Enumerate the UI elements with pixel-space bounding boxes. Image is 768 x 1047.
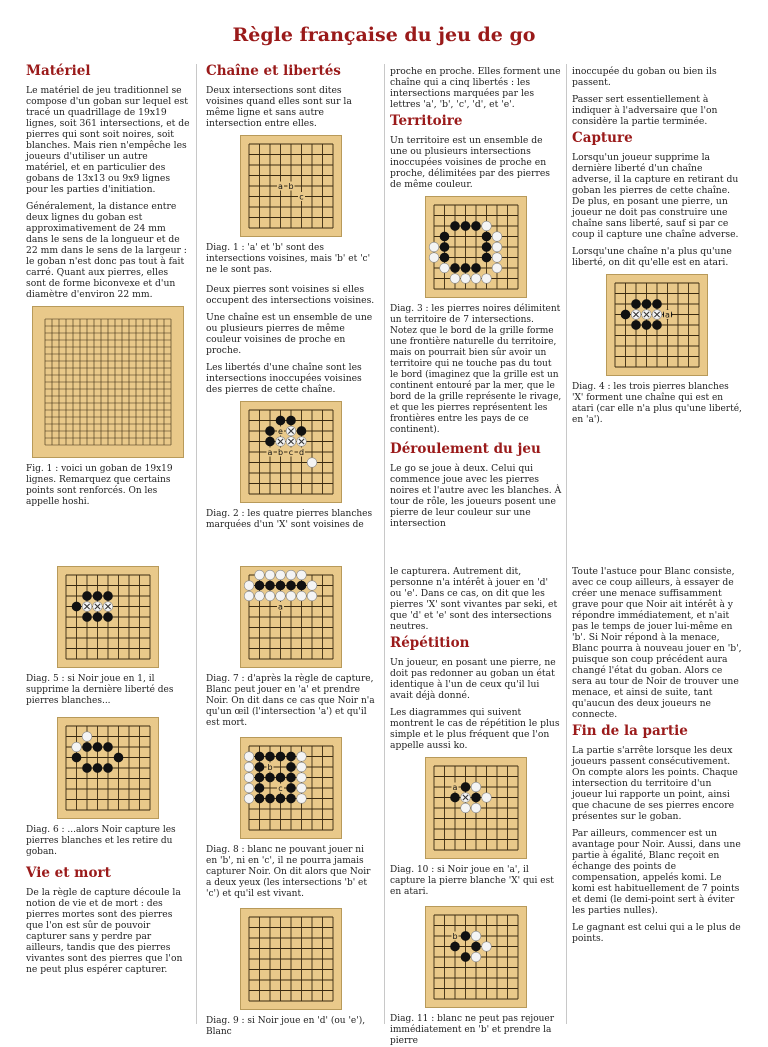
black-stone	[265, 426, 275, 436]
black-stone	[82, 612, 92, 622]
point-label: a	[452, 783, 458, 792]
black-stone	[471, 942, 481, 952]
white-stone	[492, 232, 502, 242]
black-stone	[255, 783, 265, 793]
point-label: a	[267, 448, 273, 457]
black-stone	[286, 752, 296, 762]
diagram-2-board	[240, 401, 342, 503]
diagram-caption: Diag. 7 : d'après la règle de capture, Blanc peut jouer en 'a' et prendre Noir. On dit dans ce cas que Noir n'a qu'un œil (l'intersection 'a') et qu'il est mort.	[206, 674, 375, 728]
black-stone	[93, 742, 103, 752]
column-3	[390, 66, 562, 535]
white-stone	[244, 794, 254, 804]
page-title: Règle française du jeu de go	[232, 24, 536, 46]
paragraph: Les libertés d'une chaîne sont les intersections inoccupées voisines des pierres de cette chaîne.	[206, 362, 362, 395]
white-stone	[297, 794, 307, 804]
paragraph: Toute l'astuce pour Blanc consiste, avec ce coup ailleurs, à essayer de créer une menace suffisamment grave pour que Noir ait intérêt à y répondre immédiatement, et n'ait pas le temps de jouer lui-même en 'b'. Si Noir répond à la menace, Blanc pourra à nouveau jouer en 'b', puisque son coup précédent aura changé l'état du goban. Alors ce sera au tour de Noir de trouver une menace, et ainsi de suite, tant qu'aucun des deux joueurs ne connecte.	[572, 566, 742, 720]
black-stone	[471, 793, 481, 803]
white-stone	[461, 274, 471, 284]
white-stone	[244, 783, 254, 793]
white-stone	[276, 570, 286, 580]
black-stone	[286, 773, 296, 783]
diagram-caption: Diag. 8 : blanc ne pouvant jouer ni en 'b', ni en 'c', il ne pourra jamais capturer Noir. On dit alors que Noir a deux yeux (les intersections 'b' et 'c') et qu'il est vivant.	[206, 845, 371, 899]
white-stone	[82, 732, 92, 742]
black-stone	[265, 437, 275, 447]
white-stone	[429, 253, 439, 263]
diagram-3-board	[425, 196, 527, 298]
black-stone	[440, 242, 450, 252]
paragraph: Un joueur, en posant une pierre, ne doit pas redonner au goban un état identique à l'un de ceux qu'il lui avait déjà donné.	[390, 657, 556, 701]
white-stone	[265, 591, 275, 601]
column-1-lower	[26, 566, 190, 981]
diagram-11-board	[425, 906, 527, 1008]
white-stone	[471, 782, 481, 792]
black-stone	[276, 416, 286, 426]
white-stone	[471, 803, 481, 813]
column-3-lower	[390, 566, 562, 1047]
diagram-caption: Diag. 1 : 'a' et 'b' sont des intersections voisines, mais 'b' et 'c' ne le sont pas.	[206, 243, 371, 275]
white-stone	[265, 570, 275, 580]
black-stone	[450, 942, 460, 952]
point-label: c	[288, 448, 294, 457]
paragraph: Par ailleurs, commencer est un avantage pour Noir. Aussi, dans une partie à égalité, Blanc reçoit en échange des points de compensation, appelés komi. Le komi est habituellement de 7 points et demi (le demi-point sert à éviter les parties nulles).	[572, 828, 741, 916]
column-divider	[384, 64, 385, 1024]
black-stone	[286, 762, 296, 772]
point-label: a	[278, 182, 283, 191]
black-stone	[255, 794, 265, 804]
white-stone	[297, 591, 307, 601]
paragraph: Lorsqu'une chaîne n'a plus qu'une liberté, on dit qu'elle est en atari.	[572, 246, 732, 268]
white-stone	[244, 752, 254, 762]
white-stone	[297, 773, 307, 783]
paragraph: La partie s'arrête lorsque les deux joueurs passent consécutivement. On compte alors les points. Chaque intersection du territoire d'un joueur lui rapporte un point, ainsi que chacune de ses pierres encore présentes sur le goban.	[572, 745, 738, 822]
white-stone	[492, 253, 502, 263]
black-stone	[265, 773, 275, 783]
black-stone	[103, 612, 113, 622]
black-stone	[255, 752, 265, 762]
heading-materiel: Matériel	[26, 63, 91, 79]
black-stone	[82, 763, 92, 773]
paragraph: Le gagnant est celui qui a le plus de points.	[572, 922, 741, 944]
white-stone	[461, 803, 471, 813]
black-stone	[631, 299, 641, 309]
black-stone	[286, 794, 296, 804]
black-stone	[276, 794, 286, 804]
paragraph: Lorsqu'un joueur supprime la dernière liberté d'un chaîne adverse, il la capture en retirant du goban les pierres de cette chaîne. De plus, en posant une pierre, un joueur ne doit pas construire une chaîne sans liberté, sauf si par ce coup il capture une chaîne adverse.	[572, 152, 739, 240]
white-stone	[72, 742, 82, 752]
point-label: a	[278, 602, 283, 612]
black-stone	[471, 221, 481, 231]
black-stone	[93, 591, 103, 601]
point-label: e	[278, 427, 283, 436]
black-stone	[255, 762, 265, 772]
black-stone	[72, 753, 82, 763]
white-stone	[244, 773, 254, 783]
column-2-lower	[206, 566, 376, 1038]
diagram-4-board	[606, 274, 708, 376]
diagram-caption: Diag. 9 : si Noir joue en 'd' (ou 'e'), Blanc	[206, 1016, 366, 1037]
black-stone	[265, 794, 275, 804]
paragraph: Les diagrammes qui suivent montrent le cas de répétition le plus simple et le plus fréquent que l'on appelle aussi ko.	[390, 707, 560, 751]
black-stone	[276, 752, 286, 762]
white-stone	[440, 263, 450, 273]
black-stone	[461, 931, 471, 941]
column-divider	[196, 64, 197, 1024]
white-stone	[297, 752, 307, 762]
white-stone	[471, 931, 481, 941]
black-stone	[93, 763, 103, 773]
black-stone	[482, 242, 492, 252]
black-stone	[82, 742, 92, 752]
white-stone	[482, 221, 492, 231]
paragraph: Un territoire est un ensemble de une ou plusieurs intersections inoccupées voisines de proche en proche, délimitées par des pierres de même couleur.	[390, 135, 551, 190]
black-stone	[276, 773, 286, 783]
black-stone	[461, 221, 471, 231]
black-stone	[265, 752, 275, 762]
diagram-9-board	[240, 908, 342, 1010]
column-4-lower	[572, 566, 742, 950]
white-stone	[297, 783, 307, 793]
black-stone	[297, 581, 307, 591]
white-stone	[255, 570, 265, 580]
heading-capture: Capture	[572, 130, 633, 146]
black-stone	[297, 426, 307, 436]
black-stone	[286, 416, 296, 426]
paragraph: proche en proche. Elles forment une chaîne qui a cinq libertés : les intersections marquées par les lettres 'a', 'b', 'c', 'd', et 'e'.	[390, 66, 561, 110]
black-stone	[265, 581, 275, 591]
point-label: c	[278, 784, 283, 793]
black-stone	[461, 263, 471, 273]
point-label: b	[452, 932, 458, 941]
diagram-10-board	[425, 757, 527, 859]
diagram-1-board	[240, 135, 342, 237]
black-stone	[642, 299, 652, 309]
black-stone	[103, 591, 113, 601]
column-2	[206, 63, 376, 531]
black-stone	[450, 793, 460, 803]
diagram-7-board	[240, 566, 342, 668]
white-stone	[244, 762, 254, 772]
column-divider	[566, 64, 567, 1024]
black-stone	[286, 581, 296, 591]
black-stone	[482, 232, 492, 242]
point-label: b	[288, 182, 294, 191]
point-label: a	[665, 310, 670, 320]
diagram-caption: Diag. 6 : ...alors Noir capture les pierres blanches et les retire du goban.	[26, 825, 176, 857]
white-stone	[255, 591, 265, 601]
point-label: c	[299, 192, 304, 202]
black-stone	[482, 253, 492, 263]
white-stone	[471, 274, 481, 284]
black-stone	[276, 581, 286, 591]
white-stone	[307, 581, 317, 591]
paragraph: Passer sert essentiellement à indiquer à l'adversaire que l'on considère la partie terminée.	[572, 94, 718, 127]
heading-deroulement: Déroulement du jeu	[390, 441, 541, 457]
diagram-caption: Diag. 2 : les quatre pierres blanches marquées d'un 'X' sont voisines de	[206, 509, 373, 530]
black-stone	[255, 581, 265, 591]
paragraph: Généralement, la distance entre deux lignes du goban est approximativement de 24 mm dans le sens de la longueur et de 22 mm dans le sens de la largeur : le goban n'est donc pas tout à fait carré. Quant aux pierres, elles sont de forme biconvexe et d'un diamètre d'environ 22 mm.	[26, 201, 187, 300]
diagram-6-board	[57, 717, 159, 819]
point-label: b	[277, 448, 284, 457]
point-label: b	[267, 763, 273, 772]
black-stone	[642, 320, 652, 330]
white-stone	[297, 570, 307, 580]
black-stone	[255, 773, 265, 783]
paragraph: Deux intersections sont dites voisines quand elles sont sur la même ligne et sans autre intersection entre elles.	[206, 85, 352, 129]
white-stone	[244, 591, 254, 601]
black-stone	[72, 602, 82, 612]
paragraph: inoccupée du goban ou bien ils passent.	[572, 66, 717, 88]
white-stone	[482, 793, 492, 803]
black-stone	[461, 782, 471, 792]
black-stone	[440, 253, 450, 263]
figure-caption: Fig. 1 : voici un goban de 19x19 lignes. Remarquez que certains points sont renforcés. On les appelle hoshi.	[26, 464, 173, 507]
heading-repetition: Répétition	[390, 635, 470, 651]
white-stone	[244, 581, 254, 591]
diagram-caption: Diag. 11 : blanc ne peut pas rejouer immédiatement en 'b' et prendre la pierre	[390, 1014, 555, 1046]
white-stone	[492, 263, 502, 273]
heading-chaine-libertes: Chaîne et libertés	[206, 63, 341, 79]
white-stone	[307, 458, 317, 468]
goban-19x19-figure	[32, 306, 184, 458]
column-1	[26, 63, 190, 508]
diagram-caption: Diag. 4 : les trois pierres blanches 'X' forment une chaîne qui est en atari (car elle n'a plus qu'une liberté, en 'a').	[572, 382, 742, 425]
black-stone	[440, 232, 450, 242]
white-stone	[471, 952, 481, 962]
white-stone	[482, 274, 492, 284]
black-stone	[621, 310, 631, 320]
black-stone	[652, 299, 662, 309]
column-4	[572, 66, 742, 426]
white-stone	[297, 762, 307, 772]
black-stone	[461, 952, 471, 962]
black-stone	[652, 320, 662, 330]
white-stone	[307, 591, 317, 601]
paragraph: Le go se joue à deux. Celui qui commence joue avec les pierres noires et l'autre avec les blanches. À tour de rôle, les joueurs posent une pierre de leur couleur sur une intersection	[390, 463, 562, 529]
white-stone	[286, 591, 296, 601]
white-stone	[276, 591, 286, 601]
white-stone	[450, 274, 460, 284]
black-stone	[103, 763, 113, 773]
heading-vie-et-mort: Vie et mort	[26, 865, 111, 881]
paragraph: Deux pierres sont voisines si elles occupent des intersections voisines.	[206, 284, 375, 306]
diagram-5-board	[57, 566, 159, 668]
diagram-caption: Diag. 10 : si Noir joue en 'a', il capture la pierre blanche 'X' qui est en atari.	[390, 865, 554, 897]
heading-fin-partie: Fin de la partie	[572, 723, 688, 739]
black-stone	[450, 221, 460, 231]
heading-territoire: Territoire	[390, 113, 463, 129]
black-stone	[631, 320, 641, 330]
paragraph: De la règle de capture découle la notion de vie et de mort : des pierres mortes sont des pierres que l'on est sûr de pouvoir capturer sans y perdre par ailleurs, tandis que des pierres vivantes sont des pierres que l'on ne peut plus espérer capturer.	[26, 887, 183, 975]
paragraph: le capturera. Autrement dit, personne n'a intérêt à jouer en 'd' ou 'e'. Dans ce cas, on dit que les pierres 'X' sont vivantes par seki, et que 'd' et 'e' sont des intersections neutres.	[390, 566, 558, 632]
white-stone	[429, 242, 439, 252]
black-stone	[82, 591, 92, 601]
black-stone	[103, 742, 113, 752]
white-stone	[492, 242, 502, 252]
white-stone	[286, 570, 296, 580]
white-stone	[482, 942, 492, 952]
diagram-caption: Diag. 5 : si Noir joue en 1, il supprime la dernière liberté des pierres blanches...	[26, 674, 174, 706]
diagram-8-board	[240, 737, 342, 839]
black-stone	[114, 753, 124, 763]
black-stone	[286, 783, 296, 793]
paragraph: Une chaîne est un ensemble de une ou plusieurs pierres de même couleur voisines de proche en proche.	[206, 312, 373, 356]
point-label: d	[298, 448, 305, 457]
black-stone	[450, 263, 460, 273]
diagram-caption: Diag. 3 : les pierres noires délimitent un territoire de 7 intersections. Notez que le bord de la grille forme une frontière naturelle du territoire, mais on pourrait bien sûr avoir un territoire qui ne touche pas du tout le bord (imaginez que la grille est un continent entouré par la mer, que le bord de la grille représente le rivage, et que les pierres représentent les frontières entre les pays de ce continent).	[390, 304, 562, 435]
paragraph: Le matériel de jeu traditionnel se compose d'un goban sur lequel est tracé un quadrillage de 19x19 lignes, soit 361 intersections, et de pierres qui sont soit noires, soit blanches. Mais rien n'empêche les joueurs d'utiliser un autre matériel, et en particulier des gobans de 13x13 ou 9x9 lignes pour les parties d'initiation.	[26, 85, 190, 195]
black-stone	[471, 263, 481, 273]
black-stone	[93, 612, 103, 622]
